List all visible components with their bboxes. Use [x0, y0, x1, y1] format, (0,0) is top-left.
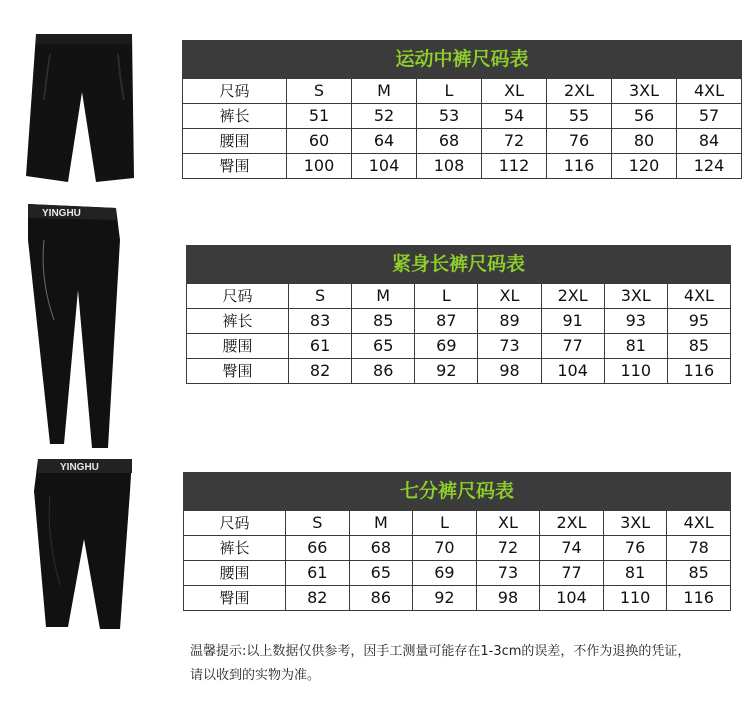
- table-cell: 65: [349, 561, 413, 586]
- table-cell: 84: [677, 129, 742, 154]
- table-cell: 104: [540, 586, 604, 611]
- header-cell: M: [352, 79, 417, 104]
- table-cell: 89: [478, 309, 541, 334]
- table-cell: 124: [677, 154, 742, 179]
- row-label: 腰围: [184, 561, 286, 586]
- table-cell: 108: [417, 154, 482, 179]
- table-cell: 76: [603, 536, 667, 561]
- table-cell: 81: [604, 334, 667, 359]
- table-row: [183, 104, 742, 129]
- table-cell: 57: [677, 104, 742, 129]
- header-cell: 3XL: [612, 79, 677, 104]
- leggings-size-table: [186, 245, 731, 384]
- table-cell: 82: [289, 359, 352, 384]
- table-cell: 74: [540, 536, 604, 561]
- row-label: 裤长: [187, 309, 289, 334]
- leggings-image: [20, 200, 130, 450]
- table-cell: 53: [417, 104, 482, 129]
- table-cell: 92: [413, 586, 477, 611]
- header-cell: 尺码: [183, 79, 287, 104]
- table-cell: 104: [541, 359, 604, 384]
- header-cell: S: [286, 511, 350, 536]
- shorts-size-table: [182, 40, 742, 179]
- table-cell: 112: [482, 154, 547, 179]
- row-label: 臀围: [187, 359, 289, 384]
- table-row: [187, 359, 731, 384]
- table-title: 紧身长裤尺码表: [187, 246, 731, 284]
- table-cell: 61: [289, 334, 352, 359]
- table-cell: 56: [612, 104, 677, 129]
- header-cell: M: [349, 511, 413, 536]
- table-cell: 54: [482, 104, 547, 129]
- table-row: [184, 586, 731, 611]
- table-row: [184, 561, 731, 586]
- table-cell: 61: [286, 561, 350, 586]
- table-cell: 81: [603, 561, 667, 586]
- table-cell: 64: [352, 129, 417, 154]
- table-cell: 72: [482, 129, 547, 154]
- header-cell: XL: [476, 511, 540, 536]
- row-label: 臀围: [184, 586, 286, 611]
- header-cell: L: [413, 511, 477, 536]
- table-cell: 116: [667, 586, 731, 611]
- table-cell: 85: [667, 334, 730, 359]
- table-cell: 69: [413, 561, 477, 586]
- row-label: 腰围: [187, 334, 289, 359]
- table-cell: 73: [478, 334, 541, 359]
- header-cell: 4XL: [667, 284, 730, 309]
- table-cell: 87: [415, 309, 478, 334]
- capri-pants-image: [20, 455, 140, 635]
- table-cell: 78: [667, 536, 731, 561]
- table-cell: 98: [478, 359, 541, 384]
- table-cell: 52: [352, 104, 417, 129]
- leggings-band-text: YINGHU: [42, 208, 81, 219]
- header-cell: 3XL: [603, 511, 667, 536]
- table-cell: 70: [413, 536, 477, 561]
- header-cell: XL: [482, 79, 547, 104]
- table-cell: 76: [547, 129, 612, 154]
- row-label: 臀围: [183, 154, 287, 179]
- table-cell: 51: [287, 104, 352, 129]
- row-label: 裤长: [184, 536, 286, 561]
- table-cell: 69: [415, 334, 478, 359]
- table-row: [187, 309, 731, 334]
- header-cell: XL: [478, 284, 541, 309]
- table-cell: 116: [667, 359, 730, 384]
- table-cell: 55: [547, 104, 612, 129]
- table-cell: 100: [287, 154, 352, 179]
- table-cell: 86: [352, 359, 415, 384]
- table-cell: 72: [476, 536, 540, 561]
- table-cell: 60: [287, 129, 352, 154]
- table-cell: 73: [476, 561, 540, 586]
- header-cell: 4XL: [667, 511, 731, 536]
- table-cell: 68: [417, 129, 482, 154]
- table-cell: 120: [612, 154, 677, 179]
- header-cell: 尺码: [184, 511, 286, 536]
- header-cell: 2XL: [540, 511, 604, 536]
- table-row: [184, 536, 731, 561]
- table-header-row: [183, 79, 742, 104]
- note-line: 请以收到的实物为准。: [190, 668, 321, 683]
- table-header-row: [184, 511, 731, 536]
- table-cell: 110: [604, 359, 667, 384]
- capri-band-text: YINGHU: [60, 462, 99, 473]
- table-title: 运动中裤尺码表: [183, 41, 742, 79]
- table-title: 七分裤尺码表: [184, 473, 731, 511]
- table-cell: 116: [547, 154, 612, 179]
- header-cell: 3XL: [604, 284, 667, 309]
- shorts-image: [20, 30, 140, 185]
- table-cell: 98: [476, 586, 540, 611]
- table-cell: 82: [286, 586, 350, 611]
- table-cell: 95: [667, 309, 730, 334]
- header-cell: 2XL: [547, 79, 612, 104]
- table-cell: 93: [604, 309, 667, 334]
- table-row: [187, 334, 731, 359]
- header-cell: L: [417, 79, 482, 104]
- table-cell: 86: [349, 586, 413, 611]
- table-row: [183, 154, 742, 179]
- header-cell: M: [352, 284, 415, 309]
- table-cell: 92: [415, 359, 478, 384]
- header-cell: 4XL: [677, 79, 742, 104]
- capri-size-table: [183, 472, 731, 611]
- row-label: 腰围: [183, 129, 287, 154]
- table-cell: 110: [603, 586, 667, 611]
- table-cell: 68: [349, 536, 413, 561]
- header-cell: L: [415, 284, 478, 309]
- header-cell: 尺码: [187, 284, 289, 309]
- table-cell: 66: [286, 536, 350, 561]
- note-line: 温馨提示:以上数据仅供参考，因手工测量可能存在1-3cm的误差，不作为退换的凭证，: [190, 644, 691, 659]
- table-header-row: [187, 284, 731, 309]
- table-cell: 85: [667, 561, 731, 586]
- table-cell: 80: [612, 129, 677, 154]
- table-cell: 85: [352, 309, 415, 334]
- table-cell: 83: [289, 309, 352, 334]
- table-cell: 91: [541, 309, 604, 334]
- row-label: 裤长: [183, 104, 287, 129]
- header-cell: S: [287, 79, 352, 104]
- table-cell: 77: [540, 561, 604, 586]
- sizing-note: [190, 640, 750, 688]
- table-row: [183, 129, 742, 154]
- header-cell: S: [289, 284, 352, 309]
- table-cell: 65: [352, 334, 415, 359]
- header-cell: 2XL: [541, 284, 604, 309]
- table-cell: 104: [352, 154, 417, 179]
- table-cell: 77: [541, 334, 604, 359]
